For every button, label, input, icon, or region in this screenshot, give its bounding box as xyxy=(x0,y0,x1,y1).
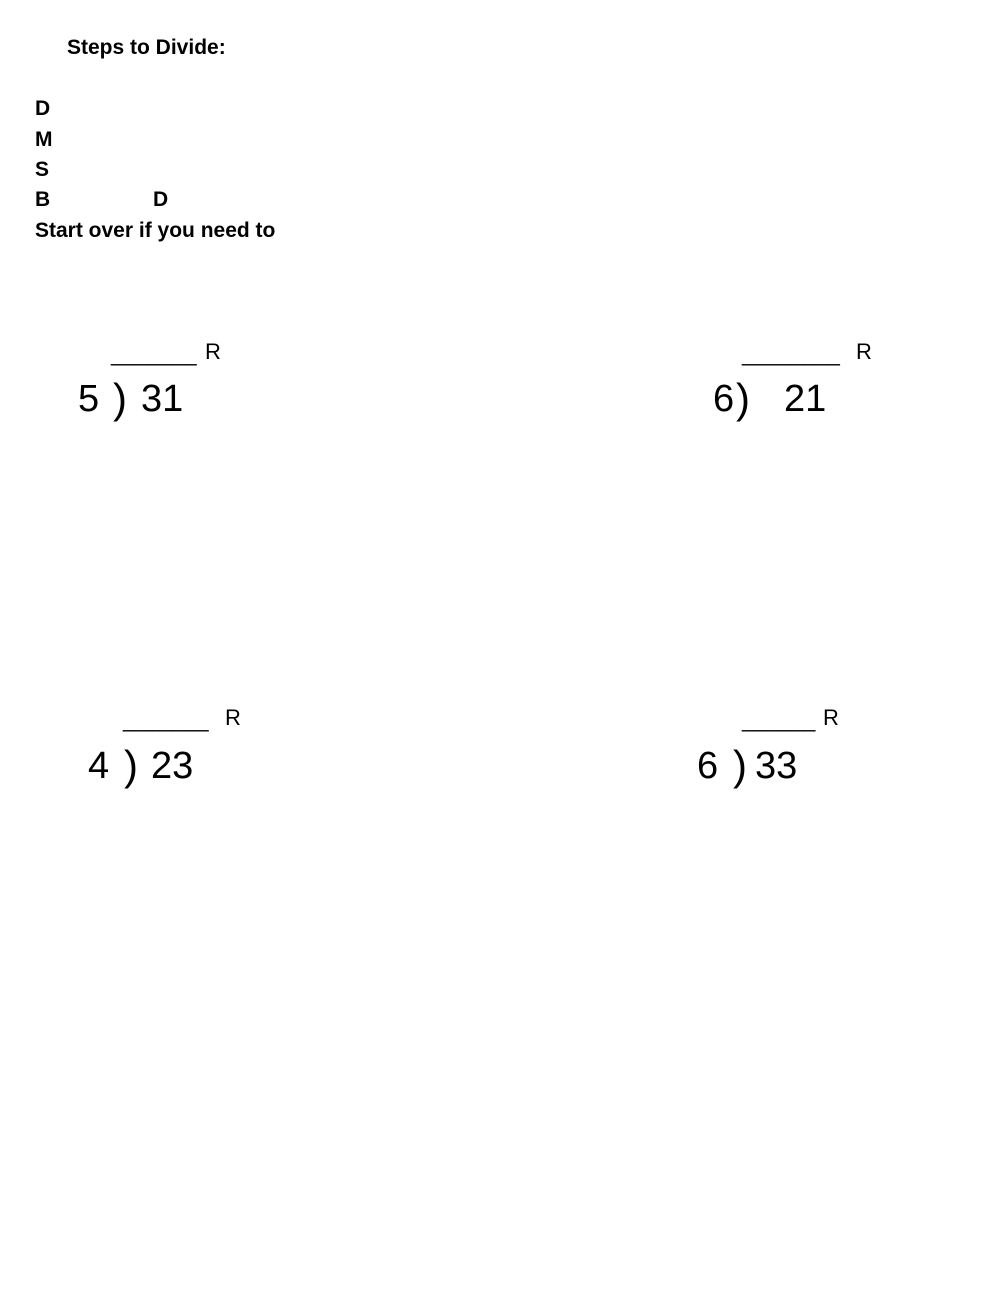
answer-blank[interactable]: ______ xyxy=(742,707,816,732)
division-bracket: ) xyxy=(736,375,750,422)
remainder-label: R xyxy=(856,339,872,364)
dividend: 21 xyxy=(784,378,827,420)
remainder-label: R xyxy=(205,339,221,364)
division-bracket: ) xyxy=(124,742,138,789)
step-divide-letter: D xyxy=(35,97,51,120)
answer-blank[interactable]: _______ xyxy=(111,341,197,366)
dividend: 23 xyxy=(151,745,194,787)
step-bring-down-extra-letter: D xyxy=(153,188,169,211)
divisor: 4 xyxy=(88,745,110,787)
answer-blank[interactable]: ________ xyxy=(742,341,840,366)
page-title: Steps to Divide: xyxy=(67,36,226,59)
remainder-label: R xyxy=(225,705,241,730)
divisor: 6 xyxy=(713,378,735,420)
step-restart-text: Start over if you need to xyxy=(35,219,276,242)
divisor: 5 xyxy=(78,378,100,420)
step-subtract-letter: S xyxy=(35,158,50,181)
division-bracket: ) xyxy=(113,375,127,422)
step-multiply-letter: M xyxy=(35,128,53,151)
step-bring-down-letter: B xyxy=(35,188,51,211)
dividend: 31 xyxy=(141,378,184,420)
divisor: 6 xyxy=(697,745,719,787)
division-bracket: ) xyxy=(733,742,747,789)
remainder-label: R xyxy=(823,705,839,730)
answer-blank[interactable]: _______ xyxy=(123,707,209,732)
dividend: 33 xyxy=(755,745,798,787)
